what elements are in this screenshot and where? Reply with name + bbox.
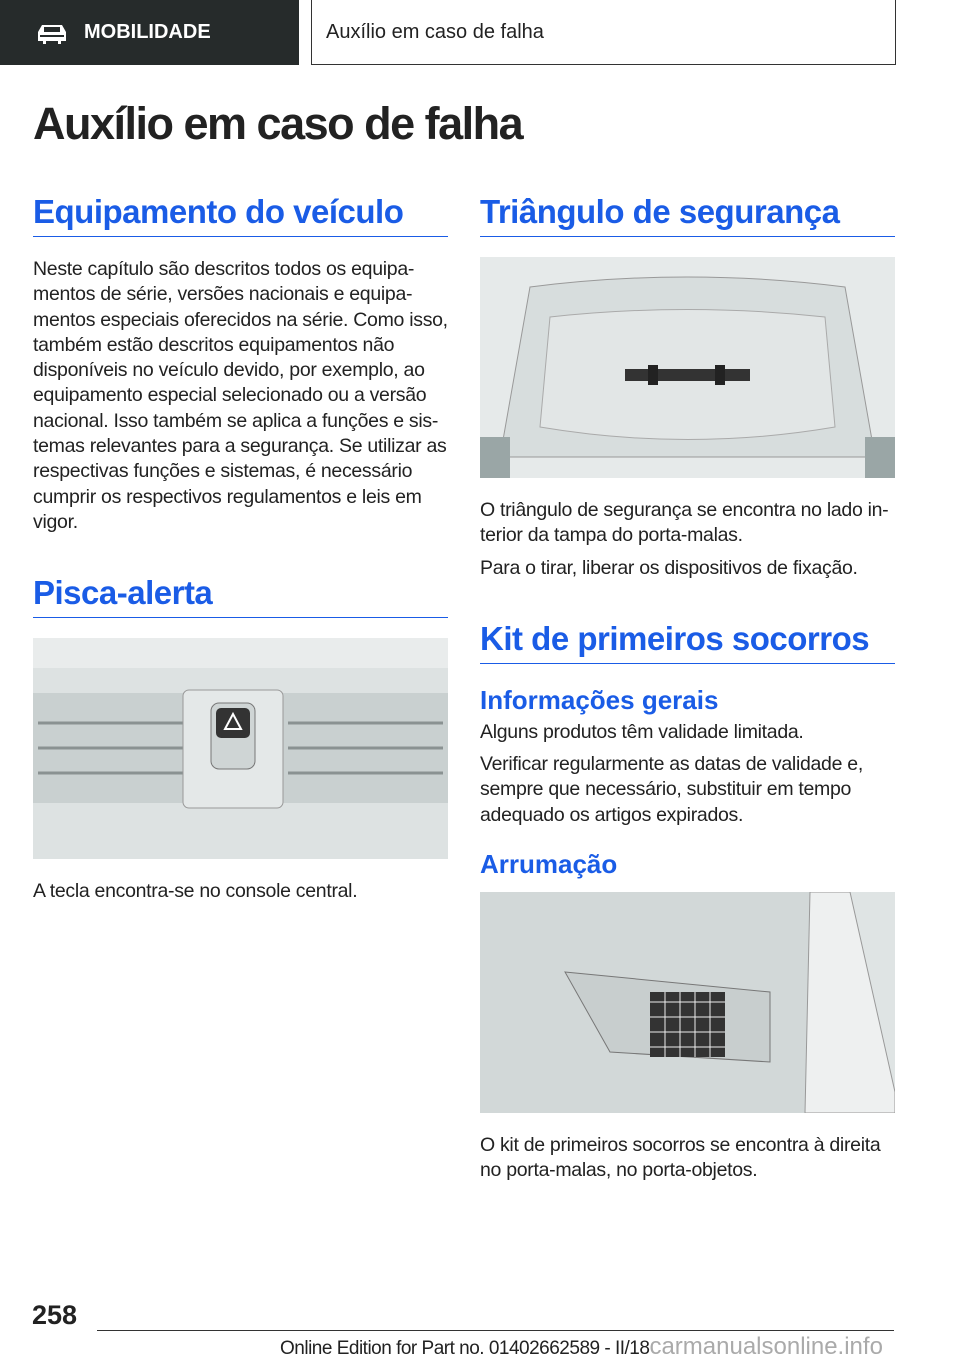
equipment-text: Neste capítulo são descritos todos os equipa-mentos de série, versões nacionais e equipa-mentos especiais oferecidos na série. Como isso, também estão descritos equipamentos não disponíveis no veículo devido, por exemplo, ao equipamento especial selecionado ou a versão nacional. Isso também se aplica a funções e sis-temas relevantes para a segurança. Se utilizar as respectivas funções e sistemas, é necessário cumprir os respectivos regulamentos e leis em vigor.	[33, 258, 448, 533]
subheading-storage: Arrumação	[480, 849, 618, 880]
left-column	[33, 192, 448, 912]
first-aid-text-2: Verificar regularmente as datas de validade e, sempre que necessário, substituir em tempo adequado os artigos expirados.	[480, 753, 863, 826]
first-aid-text-1: Alguns produtos têm validade limitada.	[480, 720, 804, 743]
footer-divider	[97, 1330, 894, 1331]
page-title: Auxílio em caso de falha	[33, 98, 523, 149]
watermark: carmanualsonline.info	[649, 1333, 883, 1360]
right-column	[480, 192, 895, 1191]
triangle-text-2: Para o tirar, liberar os dispositivos de fixação.	[480, 556, 858, 579]
triangle-text-1: O triângulo de segurança se encontra no lado in-terior da tampa do porta-malas.	[480, 499, 889, 547]
hazard-text: A tecla encontra-se no console central.	[33, 880, 358, 903]
section-label: MOBILIDADE	[84, 21, 211, 43]
heading-first-aid: Kit de primeiros socorros	[480, 619, 895, 664]
first-aid-text-3: O kit de primeiros socorros se encontra à direita no porta-malas, no porta-objetos.	[480, 1134, 881, 1182]
hazard-switch-image	[33, 638, 448, 859]
car-icon	[36, 21, 68, 45]
heading-equipment: Equipamento do veículo	[33, 192, 448, 237]
edition-text: Online Edition for Part no. 01402662589 - II/18	[280, 1338, 650, 1359]
trunk-net-image	[480, 892, 895, 1113]
trunk-lid-image	[480, 257, 895, 478]
heading-triangle: Triângulo de segurança	[480, 192, 895, 237]
footer	[280, 1333, 883, 1361]
section-tab	[0, 0, 299, 65]
page-number: 258	[32, 1300, 78, 1330]
chapter-header	[311, 0, 896, 65]
subheading-general: Informações gerais	[480, 684, 719, 715]
chapter-label: Auxílio em caso de falha	[326, 20, 544, 43]
heading-hazard: Pisca-alerta	[33, 573, 448, 618]
